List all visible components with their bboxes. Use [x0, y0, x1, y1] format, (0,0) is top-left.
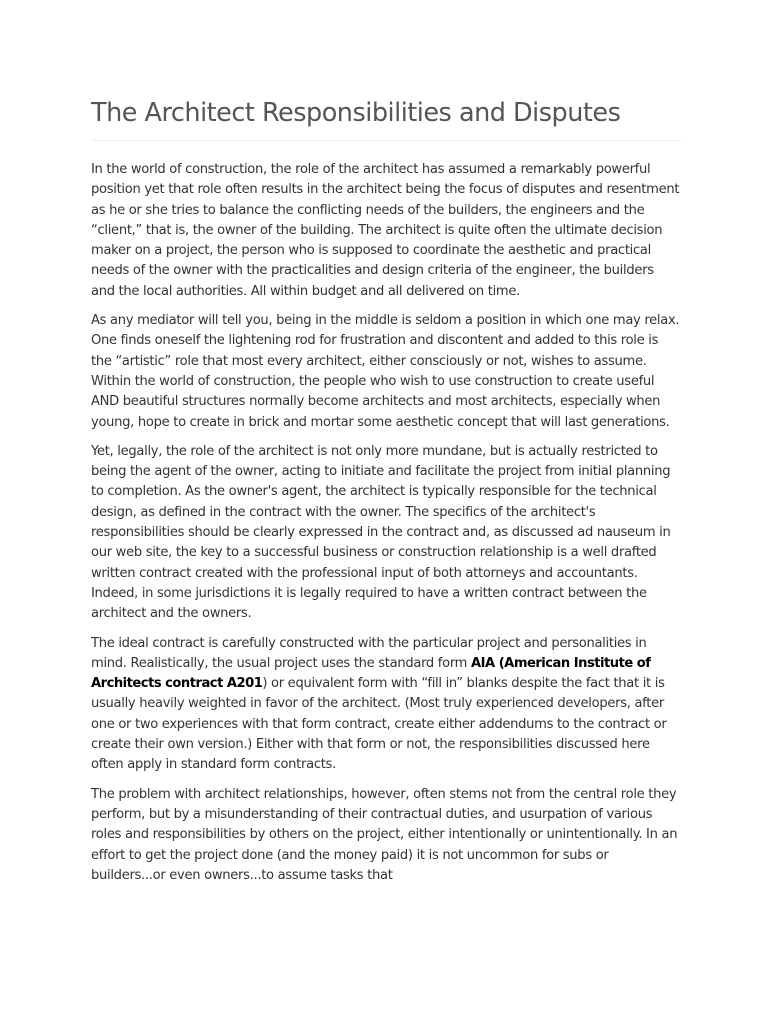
aia-contract-link[interactable]: AIA (American Institute of Architects contract A201	[91, 655, 651, 692]
paragraph-4-text-after: ) or equivalent form with “fill in” blanks despite the fact that it is usually heavily weighted in favor of the architect. (Most truly experienced developers, after one or two experiences with that form contract, create either addendums to the contract or create their own version.) Either with that form or not, the responsibilities discussed here often apply in standard form contracts.	[91, 676, 667, 773]
paragraph-5: The problem with architect relationships, however, often stems not from the central role they perform, but by a misunderstanding of their contractual duties, and usurpation of various roles and responsibilities by others on the project, either intentionally or unintentionally. In an effort to get the project done (and the money paid) it is not uncommon for subs or builders...or even owners...to assume tasks that	[91, 786, 678, 883]
paragraph-4-text-before: The ideal contract is carefully constructed with the particular project and personalities in mind. Realistically, the usual project uses the standard form	[91, 635, 647, 671]
article-title: The Architect Responsibilities and Disputes	[91, 94, 681, 141]
paragraph-4	[91, 634, 681, 776]
article-body	[91, 160, 681, 886]
article	[91, 94, 681, 895]
paragraph-2: As any mediator will tell you, being in the middle is seldom a position in which one may relax. One finds oneself the lightening rod for frustration and discontent and added to this role is the “artistic” role that most every architect, either consciously or not, wishes to assume. Within the world of construction, the people who wish to use construction to create useful AND beautiful structures normally become architects and most architects, especially when young, hope to create in brick and mortar some aesthetic concept that will last generations.	[91, 313, 680, 430]
paragraph-3: Yet, legally, the role of the architect is not only more mundane, but is actually restricted to being the agent of the owner, acting to initiate and facilitate the project from initial planning to completion. As the owner's agent, the architect is typically responsible for the technical design, as defined in the contract with the owner. The specifics of the architect's responsibilities should be clearly expressed in the contract and, as discussed ad nauseum in our web site, the key to a successful business or construction relationship is a well drafted written contract created with the professional input of both attorneys and accountants. Indeed, in some jurisdictions it is legally required to have a written contract between the architect and the owners.	[91, 443, 671, 622]
paragraph-1: In the world of construction, the role of the architect has assumed a remarkably powerful position yet that role often results in the architect being the focus of disputes and resentment as he or she tries to balance the conflicting needs of the builders, the engineers and the “client,” that is, the owner of the building. The architect is quite often the ultimate decision maker on a project, the person who is supposed to coordinate the aesthetic and practical needs of the owner with the practicalities and design criteria of the engineer, the builders and the local authorities. All within budget and all delivered on time.	[91, 162, 680, 299]
